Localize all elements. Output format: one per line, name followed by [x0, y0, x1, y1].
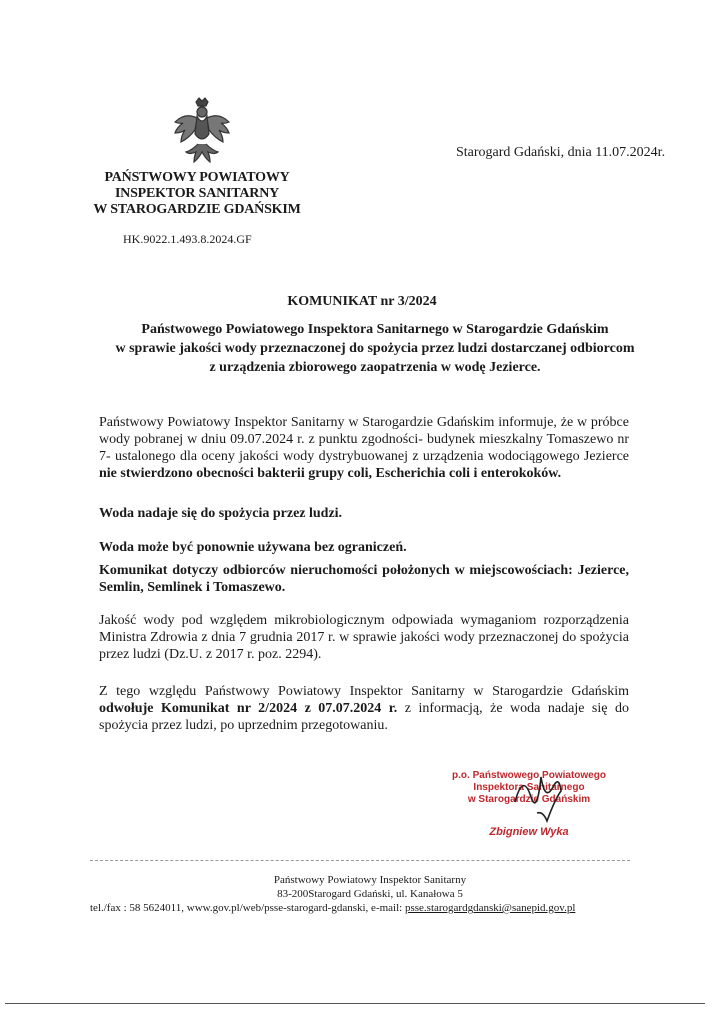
stamp-line: p.o. Państwowego Powiatowego [452, 770, 606, 781]
footer-line: Państwowy Powiatowy Inspektor Sanitarny [273, 874, 467, 886]
handwritten-signature-icon [505, 762, 575, 832]
stamp-line: Inspektora Sanitarnego [473, 782, 585, 793]
page-bottom-divider [5, 1003, 705, 1004]
paragraph-affected-areas: Komunikat dotyczy odbiorców nieruchomości położonych w miejscowościach: Jezierce, Semlin, Semlinek i Tomaszewo. [99, 563, 629, 595]
footer-contact [90, 902, 575, 914]
eagle-emblem-icon [170, 96, 234, 168]
email-link[interactable]: psse.starogardgdanski@sanepid.gov.pl [404, 902, 576, 914]
revocation-statement: odwołuje Komunikat nr 2/2024 z 07.07.2024 r. [99, 701, 398, 716]
issuer-line: W STAROGARDZIE GDAŃSKIM [93, 202, 301, 217]
subtitle-line: Państwowego Powiatowego Inspektora Sanitarnego w Starogardzie Gdańskim [141, 322, 609, 337]
document-subtitle [95, 320, 655, 377]
subtitle-line: w sprawie jakości wody przeznaczonej do spożycia przez ludzi dostarczanej odbiorcom [115, 341, 635, 356]
paragraph-usable: Woda może być ponownie używana bez ograniczeń. [99, 540, 407, 555]
subtitle-line: z urządzenia zbiorowego zaopatrzenia w wodę Jezierce. [209, 360, 541, 375]
paragraph-text: z informacją, że woda nadaje się do spożycia przez ludzi, po uprzednim przegotowaniu. [99, 701, 629, 733]
issuer-line: PAŃSTWOWY POWIATOWY [104, 170, 290, 185]
paragraph-regulation: Jakość wody pod względem mikrobiologicznym odpowiada wymaganiom rozporządzenia Ministra Zdrowia z dnia 7 grudnia 2017 r. w sprawie jakości wody przeznaczonej do spożycia przez ludzi (Dz.U. z 2017 r. poz. 2294). [99, 613, 629, 662]
paragraph-revocation [99, 683, 629, 734]
paragraph-drinkable: Woda nadaje się do spożycia przez ludzi. [99, 506, 343, 521]
paragraph-test-result [99, 414, 629, 482]
paragraph-text: Państwowy Powiatowy Inspektor Sanitarny w Starogardzie Gdańskim informuje, że w próbce wody pobranej w dniu 09.07.2024 r. z punktu zgodności- budynek mieszkalny Tomaszewo nr 7- ustalonego dla oceny jakości wody dystrybuowanej z urządzenia wodociągowego Jezierce [99, 415, 629, 464]
paragraph-text: Z tego względu Państwowy Powiatowy Inspektor Sanitarny w Starogardzie Gdańskim [99, 684, 629, 699]
contact-text: tel./fax : 58 5624011, www.gov.pl/web/psse-starogard-gdanski, e-mail: [90, 902, 405, 914]
issuer-block [92, 170, 302, 218]
result-statement: nie stwierdzono obecności bakterii grupy coli, Escherichia coli i enterokoków. [99, 466, 562, 481]
footer-line: 83-200Starogard Gdański, ul. Kanałowa 5 [277, 888, 463, 900]
footer-divider [90, 860, 630, 861]
footer-address [90, 873, 650, 901]
stamp-line: w Starogardzie Gdańskim [467, 794, 591, 805]
document-title: KOMUNIKAT nr 3/2024 [287, 294, 437, 309]
issuer-line: INSPEKTOR SANITARNY [114, 186, 280, 201]
reference-number: HK.9022.1.493.8.2024.GF [123, 232, 252, 246]
signatory-name: Zbigniew Wyka [489, 826, 569, 838]
document-date: Starogard Gdański, dnia 11.07.2024r. [456, 145, 666, 160]
